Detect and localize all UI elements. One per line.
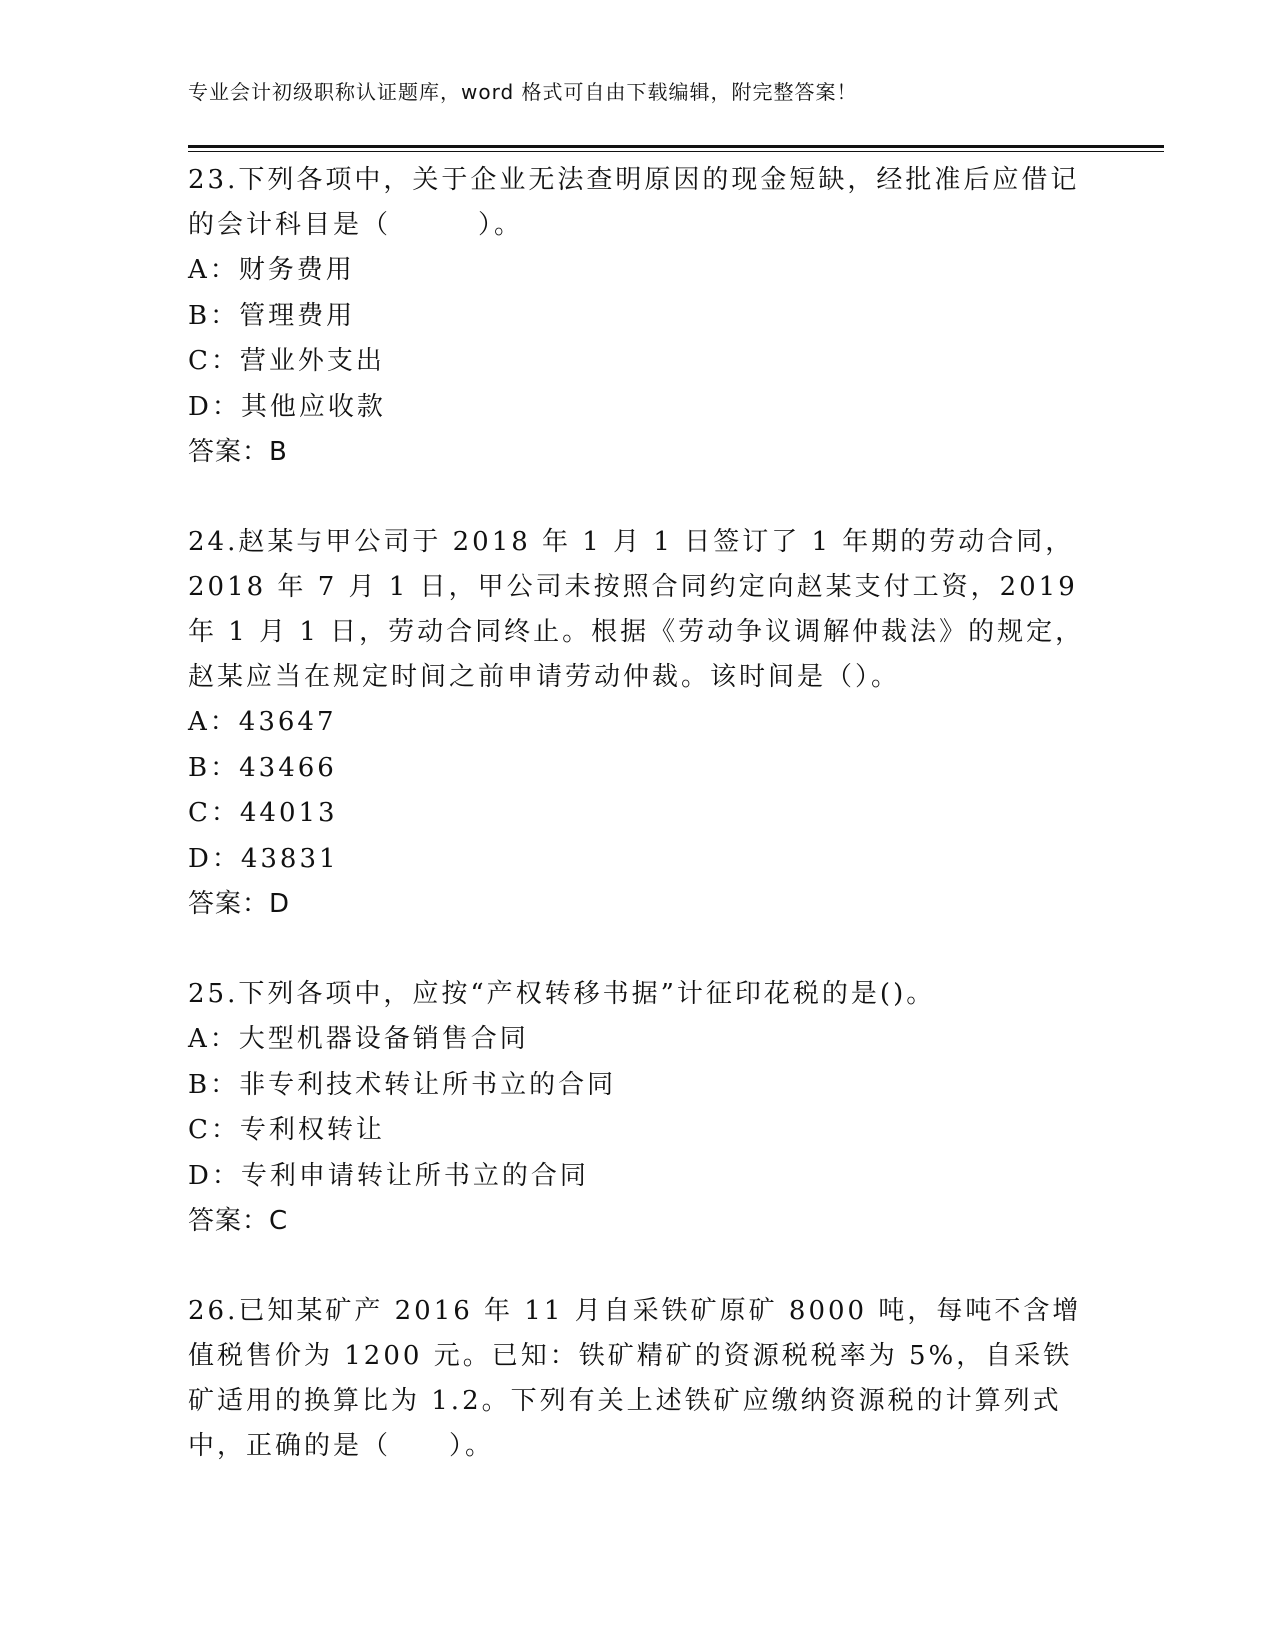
option-b: B：管理费用 xyxy=(188,300,356,331)
page-header: 专业会计初级职称认证题库，word 格式可自由下载编辑，附完整答案！ xyxy=(188,80,858,104)
option-d: D：专利申请转让所书立的合同 xyxy=(188,1160,589,1191)
option-b: B：43466 xyxy=(188,752,337,783)
question-25 xyxy=(188,972,1088,1244)
question-text: 25.下列各项中，应按“产权转移书据”计征印花税的是()。 xyxy=(188,979,936,1009)
question-text: 24.赵某与甲公司于 2018 年 1 月 1 日签订了 1 年期的劳动合同，2018 年 7 月 1 日，甲公司未按照合同约定向赵某支付工资，2019 年 1 月 1 日，劳动合同终止。根据《劳动争议调解仲裁法》的规定，赵某应当在规定时间之前申请劳动仲裁。该时间是（）。 xyxy=(188,527,1085,692)
option-b: B：非专利技术转让所书立的合同 xyxy=(188,1069,617,1100)
question-list xyxy=(188,158,1088,1469)
option-c: C：专利权转让 xyxy=(188,1115,385,1145)
option-a: A：财务费用 xyxy=(188,255,355,285)
header-divider xyxy=(188,145,1164,148)
question-26 xyxy=(188,1289,1088,1469)
option-d: D：43831 xyxy=(188,843,339,874)
answer-line: 答案：D xyxy=(188,889,291,919)
question-23 xyxy=(188,158,1088,475)
option-c: C：营业外支出 xyxy=(188,346,385,376)
option-a: A：43647 xyxy=(188,707,337,737)
question-text: 23.下列各项中，关于企业无法查明原因的现金短缺，经批准后应借记的会计科目是（ ）。 xyxy=(188,165,1080,240)
option-c: C：44013 xyxy=(188,798,338,828)
option-a: A：大型机器设备销售合同 xyxy=(188,1024,529,1054)
question-text: 26.已知某矿产 2016 年 11 月自采铁矿原矿 8000 吨，每吨不含增值税售价为 1200 元。已知：铁矿精矿的资源税税率为 5%，自采铁矿适用的换算比为 1.2。下列有关上述铁矿应缴纳资源税的计算列式中，正确的是（ ）。 xyxy=(188,1296,1082,1461)
answer-line: 答案：C xyxy=(188,1206,289,1236)
header-divider-thin xyxy=(188,151,1164,152)
option-d: D：其他应收款 xyxy=(188,391,386,422)
question-24 xyxy=(188,520,1088,927)
answer-line: 答案：B xyxy=(188,437,288,467)
